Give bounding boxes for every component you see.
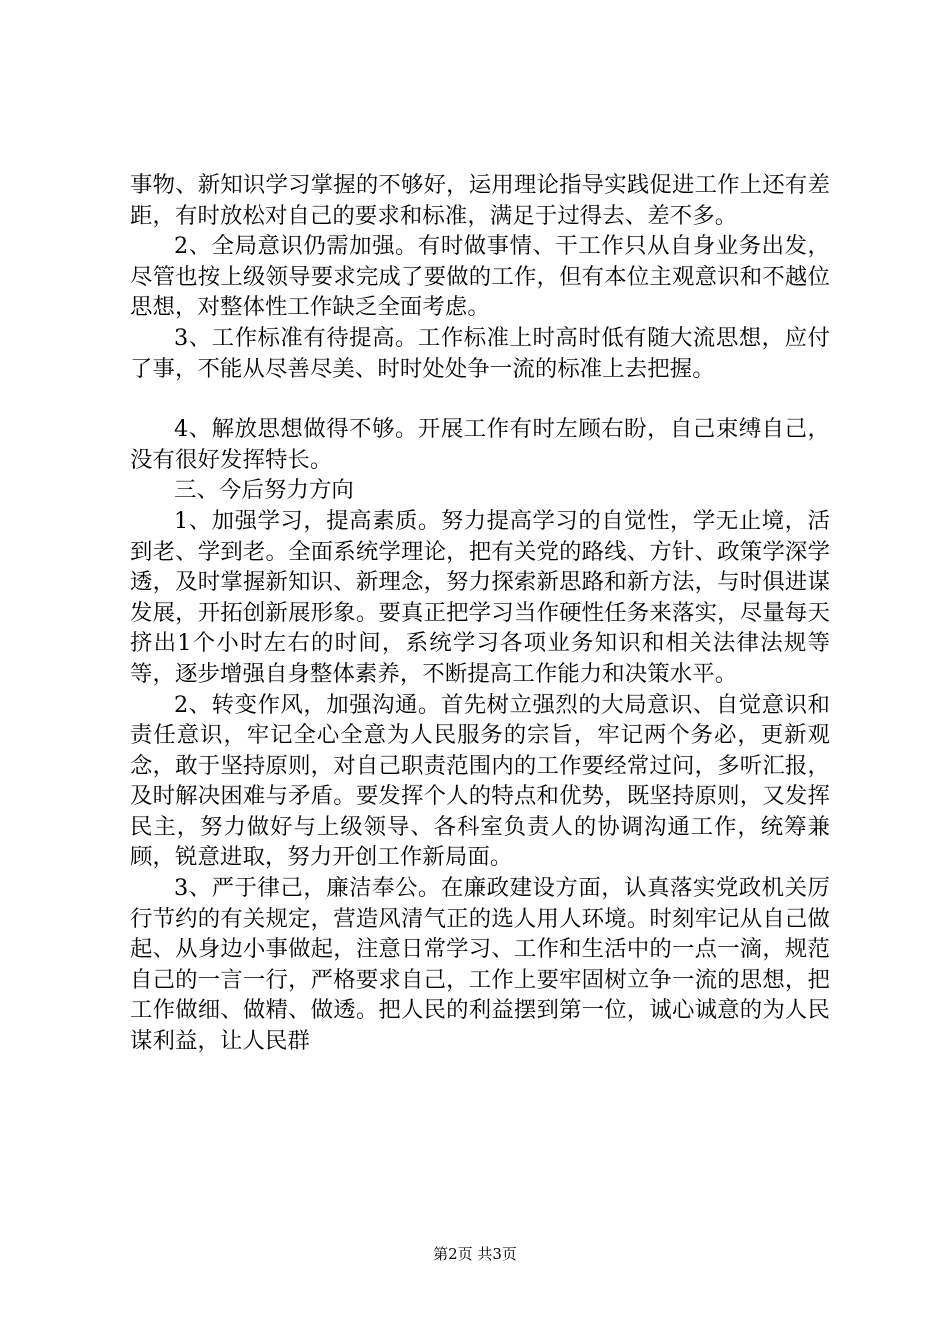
paragraph-continuation: 事物、新知识学习掌握的不够好，运用理论指导实践促进工作上还有差距，有时放松对自己的要求和标准，满足于过得去、差不多。 — [130, 172, 830, 229]
paragraph-direction-2: 2、转变作风，加强沟通。首先树立强烈的大局意识、自觉意识和责任意识，牢记全心全意为人民服务的宗旨，牢记两个务必，更新观念，敢于坚持原则，对自己职责范围内的工作要经常过问，多听汇报，及时解决困难与矛盾。要发挥个人的特点和优势，既坚持原则，又发挥民主，努力做好与上级领导、各科室负责人的协调沟通工作，统筹兼顾，锐意进取，努力开创工作新局面。 — [130, 691, 830, 871]
section-heading: 三、今后努力方向 — [174, 477, 354, 504]
paragraph-item-3: 3、工作标准有待提高。工作标准上时高时低有随大流思想，应付了事，不能从尽善尽美、时时处处争一流的标准上去把握。 — [130, 324, 830, 382]
page-footer: 第2页 共3页 — [433, 1245, 517, 1263]
document-body — [130, 170, 830, 1057]
paragraph-item-2: 2、全局意识仍需加强。有时做事情、干工作只从自身业务出发，尽管也按上级领导要求完成了要做的工作，但有本位主观意识和不越位思想，对整体性工作缺乏全面考虑。 — [130, 233, 830, 321]
paragraph-item-4: 4、解放思想做得不够。开展工作有时左顾右盼，自己束缚自己，没有很好发挥特长。 — [130, 416, 830, 473]
paragraph-direction-3: 3、严于律己，廉洁奉公。在廉政建设方面，认真落实党政机关厉行节约的有关规定，营造风清气正的选人用人环境。时刻牢记从自己做起、从身边小事做起，注意日常学习、工作和生活中的一点一滴，规范自己的一言一行，严格要求自己，工作上要牢固树立争一流的思想，把工作做细、做精、做透。把人民的利益摆到第一位，诚心诚意的为人民谋利益，让人民群 — [130, 875, 830, 1055]
paragraph-direction-1: 1、加强学习，提高素质。努力提高学习的自觉性，学无止境，活到老、学到老。全面系统学理论，把有关党的路线、方针、政策学深学透，及时掌握新知识、新理念，努力探索新思路和新方法，与时俱进谋发展，开拓创新展形象。要真正把学习当作硬性任务来落实，尽量每天挤出1个小时左右的时间，系统学习各项业务知识和相关法律法规等等，逐步增强自身整体素养，不断提高工作能力和决策水平。 — [130, 507, 830, 687]
